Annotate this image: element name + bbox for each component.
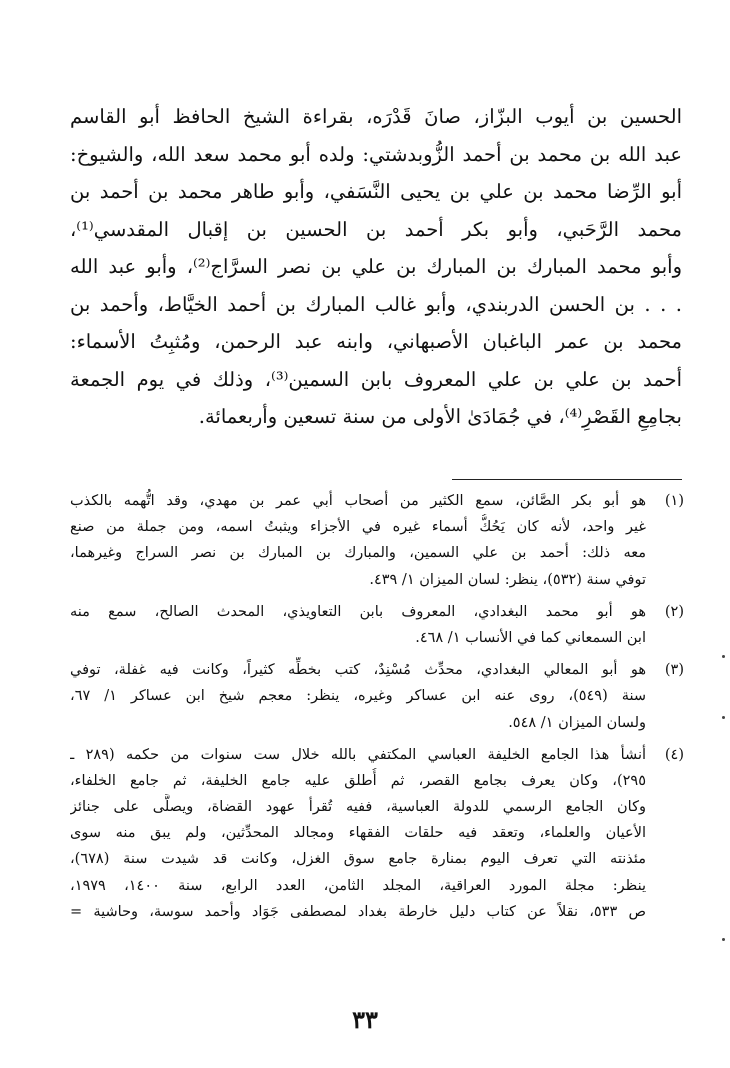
footnote-4	[70, 742, 684, 925]
main-line: أبو الرِّضا محمد بن علي بن يحيى النَّسَفي، وأبو طاهر محمد بن أحمد بن	[70, 180, 682, 203]
main-line: محمد بن عمر الباغبان الأصبهاني، وابنه عبد الرحمن، ومُثبِتُ الأسماء:	[70, 330, 682, 353]
footnote-line: هو أبو محمد البغدادي، المعروف بابن التعاويذي، المحدث الصالح، سمع منه	[70, 603, 646, 620]
footnote-number: (٤)	[664, 746, 684, 763]
footnote-3	[70, 657, 684, 736]
footnote-line: توفي سنة (٥٣٢)، ينظر: لسان الميزان ١/ ٤٣٩.	[369, 571, 646, 588]
main-line: بجامِعِ القَصْرِ⁽⁴⁾، في جُمَادَىٰ الأولى من سنة تسعين وأربعمائة.	[198, 405, 682, 428]
footnote-line: سنة (٥٤٩)، روى عنه ابن عساكر وغيره، ينظر: معجم شيخ ابن عساكر ١/ ٦٧،	[70, 688, 646, 705]
footnote-number: (١)	[664, 493, 684, 509]
footnote-body	[70, 599, 646, 651]
scan-speck	[722, 716, 725, 719]
footnote-line: هو أبو بكر الصَّائن، سمع الكثير من أصحاب أبي عمر بن مهدي، وقد اتُّهمه بالكذب	[70, 493, 646, 509]
footnote-line: غير واحد، لأنه كان يَحُكُّ أسماء غيره في الأجزاء ويثبتُ اسمه، ومن جملة من صنع	[70, 519, 646, 536]
footnote-body	[70, 488, 646, 593]
footnote-line: ولسان الميزان ١/ ٥٤٨.	[508, 714, 646, 731]
main-line: عبد الله بن محمد بن أحمد الزُّوبدشتي: ولده أبو محمد سعد الله، والشيوخ:	[70, 142, 682, 166]
footnote-line: أنشأ هذا الجامع الخليفة العباسي المكتفي بالله خلال ست سنوات من حكمه (٢٨٩ ـ	[70, 746, 646, 763]
footnote-separator	[452, 479, 682, 480]
footnote-body	[70, 657, 646, 736]
scan-speck	[722, 655, 725, 658]
page-number: ٣٣	[352, 1005, 378, 1034]
footnote-number: (٢)	[664, 603, 684, 620]
footnote-line: ٢٩٥)، وكان يعرف بجامع القصر، ثم أُطلق عليه جامع الخليفة، ثم جامع الخلفاء،	[70, 772, 646, 789]
footnote-line: وكان الجامع الرسمي للدولة العباسية، ففيه تُقرأ عهود القضاة، ويصلَّى على جنائز	[70, 799, 646, 816]
main-line: وأبو محمد المبارك بن المبارك بن علي بن نصر السرَّاج⁽²⁾، وأبو عبد الله	[70, 255, 682, 278]
footnote-line: ص ٥٣٣، نقلاً عن كتاب دليل خارطة بغداد لمصطفى جَوَاد وأحمد سوسة، وحاشية =	[70, 903, 646, 920]
main-line: . . . بن الحسن الدربندي، وأبو غالب المبارك بن أحمد الخيَّاط، وأحمد بن	[70, 292, 682, 316]
footnotes	[70, 488, 684, 931]
footnote-number: (٣)	[664, 662, 684, 679]
main-text	[70, 98, 682, 436]
footnote-line: ينظر: مجلة المورد العراقية، المجلد الثامن، العدد الرابع، سنة ١٤٠٠، ١٩٧٩،	[70, 877, 646, 894]
footnote-line: هو أبو المعالي البغدادي، محدِّث مُسْنِدٌ، كتب بخطِّه كثيراً، وكانت فيه غفلة، توفي	[70, 662, 646, 679]
main-line: أحمد بن علي بن علي المعروف بابن السمين⁽³⁾، وذلك في يوم الجمعة	[70, 367, 682, 391]
footnote-2	[70, 599, 684, 651]
scan-speck	[722, 938, 725, 941]
footnote-line: مئذنته التي تعرف اليوم بمنارة جامع سوق الغزل، وكانت قد شيدت سنة (٦٧٨)،	[70, 851, 646, 868]
main-line: الحسين بن أيوب البزّاز، صانَ قَدْرَه، بقراءة الشيخ الحافظ أبو القاسم	[70, 105, 682, 128]
footnote-body	[70, 742, 646, 925]
footnote-line: ابن السمعاني كما في الأنساب ١/ ٤٦٨.	[415, 629, 646, 646]
footnote-line: معه ذلك: أحمد بن علي السمين، والمبارك بن المبارك بن نصر السراج وغيرهما،	[70, 545, 646, 562]
footnote-line: الأعيان والعلماء، وتعقد فيه حلقات الفقهاء ومجالد المحدِّثين، ولم يبق منه سوى	[70, 825, 646, 842]
footnote-1	[70, 488, 684, 593]
main-line: محمد الرَّحَبي، وأبو بكر أحمد بن الحسين بن إقبال المقدسي⁽¹⁾،	[70, 217, 682, 241]
